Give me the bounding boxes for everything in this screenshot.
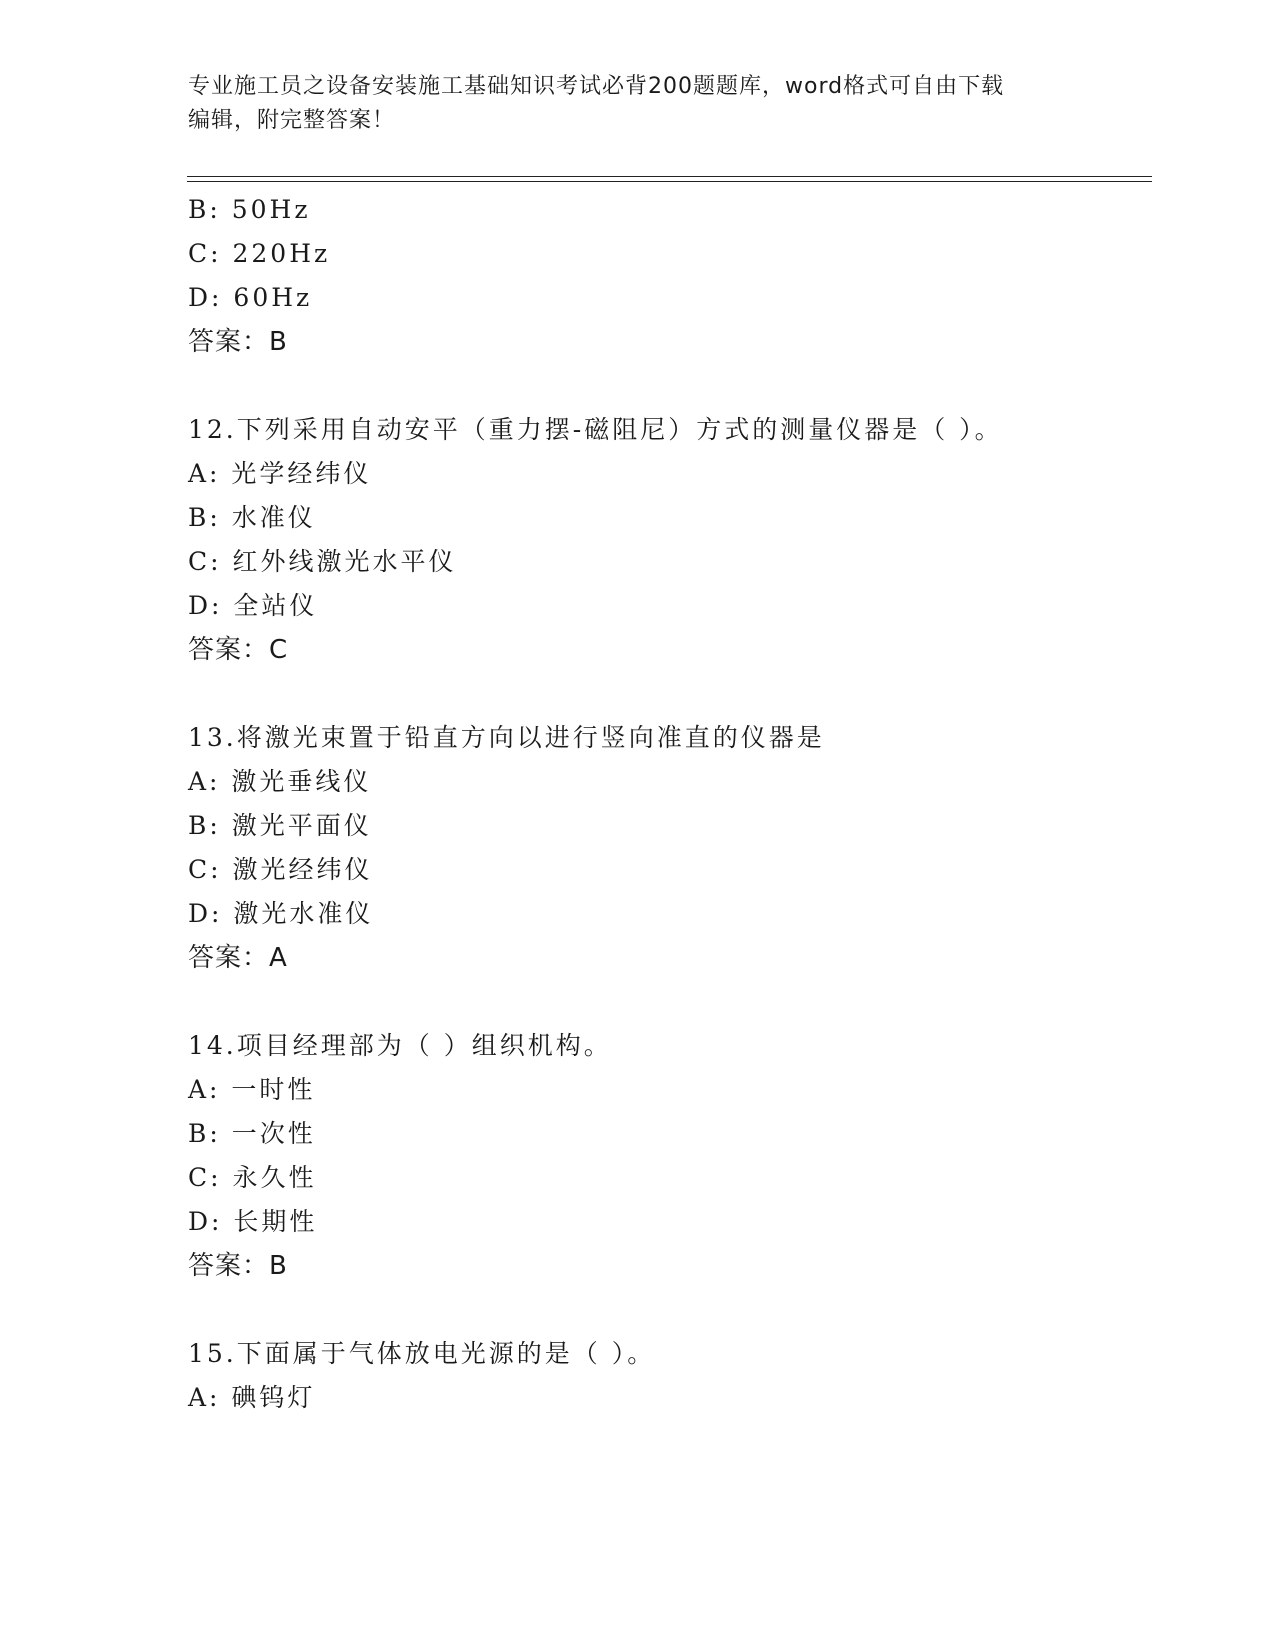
q13-question: 13.将激光束置于铅直方向以进行竖向准直的仪器是 [188,723,825,752]
q14-option-a: A: 一时性 [188,1075,316,1104]
q14-option-d: D: 长期性 [188,1207,318,1236]
q13-option-b: B: 激光平面仪 [188,811,372,840]
q14-answer: 答案：B [188,1251,288,1281]
q15-question: 15.下面属于气体放电光源的是（ ）。 [188,1339,656,1368]
q12-option-d: D: 全站仪 [188,591,318,620]
q12-question: 12.下列采用自动安平（重力摆-磁阻尼）方式的测量仪器是（ ）。 [188,415,1003,444]
q12-option-b: B: 水准仪 [188,503,316,532]
document-header [188,70,1088,138]
q11-option-b: B: 50Hz [188,195,311,224]
q11-answer: 答案：B [188,327,288,357]
q13-option-c: C: 激光经纬仪 [188,855,373,884]
q14-option-b: B: 一次性 [188,1119,316,1148]
q11-option-c: C: 220Hz [188,239,331,268]
q14-option-c: C: 永久性 [188,1163,317,1192]
q13-option-a: A: 激光垂线仪 [188,767,372,796]
header-line-2: 编辑，附完整答案！ [188,108,396,133]
q11-option-d: D: 60Hz [188,283,313,312]
q15-option-a: A: 碘钨灯 [188,1383,316,1412]
q14-question: 14.项目经理部为（ ）组织机构。 [188,1031,612,1060]
q12-option-c: C: 红外线激光水平仪 [188,547,457,576]
header-divider-bottom [187,181,1152,182]
q13-option-d: D: 激光水准仪 [188,899,374,928]
q12-option-a: A: 光学经纬仪 [188,459,372,488]
q13-answer: 答案：A [188,943,288,973]
header-divider-top [187,176,1152,177]
header-line-1: 专业施工员之设备安装施工基础知识考试必背200题题库，word格式可自由下载 [188,74,1005,99]
q12-answer: 答案：C [188,635,289,665]
